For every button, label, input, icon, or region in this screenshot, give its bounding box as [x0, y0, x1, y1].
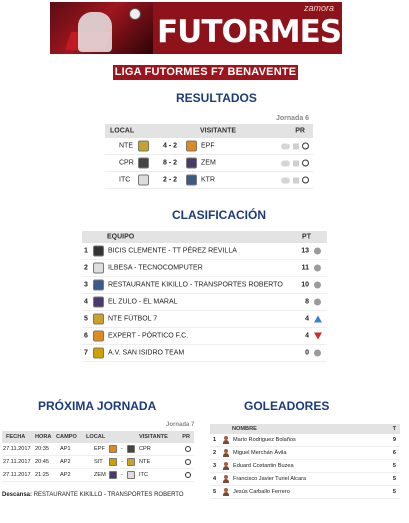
col-pr: PR [295, 127, 305, 135]
scorer-goals: 5 [392, 489, 396, 495]
player-avatar-icon [223, 436, 229, 444]
team-crest-icon [93, 280, 104, 291]
scorer-goals: 6 [392, 450, 396, 456]
result-row[interactable] [105, 172, 313, 189]
score: 8 - 2 [163, 159, 178, 167]
next-round-header [2, 431, 194, 443]
position: 7 [84, 349, 88, 357]
away-team[interactable]: ZEM [201, 159, 216, 167]
score: 4 - 2 [163, 142, 178, 150]
separator: - [121, 459, 123, 465]
points: 13 [301, 247, 309, 255]
logo-region: zamora [303, 3, 334, 13]
home-crest-icon [109, 471, 117, 479]
trend-same-icon [314, 248, 321, 255]
scorer-name[interactable]: Miguel Merchán Ávila [233, 450, 287, 456]
scorer-row[interactable] [210, 434, 400, 447]
scorer-position: 5 [213, 489, 217, 495]
league-title: LIGA FUTORMES F7 BENAVENTE [114, 66, 297, 78]
fixture-date: 27.11.2017 [3, 446, 31, 452]
separator: - [121, 446, 123, 452]
position: 2 [84, 264, 88, 272]
scorer-row[interactable] [210, 473, 400, 486]
col-pr: PR [182, 434, 190, 440]
fixture-time: 20:35 [35, 446, 49, 452]
comment-icon[interactable] [281, 143, 290, 149]
team-name[interactable]: A.V. SAN ISIDRO TEAM [108, 349, 185, 357]
col-visitante: VISITANTE [200, 127, 237, 135]
away-team[interactable]: EPF [201, 142, 215, 150]
col-pt: PT [302, 233, 311, 241]
position: 4 [84, 298, 88, 306]
team-name[interactable]: EL ZULO - EL MARAL [108, 298, 178, 306]
away-crest-icon [186, 175, 197, 186]
position: 1 [84, 247, 88, 255]
col-local: LOCAL [86, 434, 106, 440]
away-crest-icon [127, 458, 135, 466]
trend-same-icon [314, 299, 321, 306]
points: 4 [305, 332, 309, 340]
trend-down-icon [314, 333, 322, 340]
home-team[interactable]: CPR [119, 159, 134, 167]
score: 2 - 2 [163, 176, 178, 184]
results-jornada: Jornada 6 [276, 115, 310, 122]
col-visitante: VISITANTE [139, 434, 168, 440]
points: 10 [301, 281, 309, 289]
team-crest-icon [93, 297, 104, 308]
col-nombre: NOMBRE [232, 426, 257, 432]
away-crest-icon [127, 471, 135, 479]
next-round-jornada: Jornada 7 [166, 422, 195, 428]
col-t: T [392, 426, 396, 432]
team-name[interactable]: RESTAURANTE KIKILLO - TRANSPORTES ROBERTO [108, 281, 283, 289]
col-hora: HORA [35, 434, 52, 440]
site-logo[interactable] [153, 2, 342, 54]
next-round-title: PRÓXIMA JORNADA [38, 399, 157, 413]
home-crest-icon [138, 175, 149, 186]
col-campo: CAMPO [56, 434, 77, 440]
soccer-ball-icon[interactable] [185, 472, 191, 478]
away-team[interactable]: KTR [201, 176, 215, 184]
scorer-goals: 5 [392, 476, 396, 482]
team-crest-icon [93, 246, 104, 257]
classification-row[interactable] [82, 260, 327, 277]
fixture-time: 20:45 [35, 459, 49, 465]
scorer-row[interactable] [210, 447, 400, 460]
fixture-row[interactable] [2, 456, 194, 469]
fixture-date: 27.11.2017 [3, 459, 31, 465]
home-crest-icon [138, 158, 149, 169]
team-crest-icon [93, 263, 104, 274]
classification-title: CLASIFICACIÓN [172, 208, 266, 222]
position: 6 [84, 332, 88, 340]
trend-up-icon [314, 316, 322, 323]
team-name[interactable]: ILBESA - TECNOCOMPUTER [108, 264, 203, 272]
rest-team-line [2, 492, 184, 498]
scorer-goals: 5 [392, 463, 396, 469]
scorers-title: GOLEADORES [244, 399, 330, 413]
classification-row[interactable] [82, 328, 327, 345]
away-crest-icon [186, 141, 197, 152]
logo-text: FUTORMES [157, 14, 342, 50]
classification-row[interactable] [82, 243, 327, 260]
rest-team[interactable]: RESTAURANTE KIKILLO - TRANSPORTES ROBERTO [33, 492, 184, 498]
team-crest-icon [93, 331, 104, 342]
team-name[interactable]: NTE FÚTBOL 7 [108, 315, 158, 323]
classification-row[interactable] [82, 294, 327, 311]
fixture-time: 21:25 [35, 472, 49, 478]
col-local: LOCAL [110, 127, 135, 135]
result-row[interactable] [105, 138, 313, 155]
next-round-table [2, 431, 194, 482]
col-equipo: EQUIPO [107, 233, 135, 241]
scorer-position: 2 [213, 450, 217, 456]
player-shape [78, 12, 112, 52]
player-avatar-icon [223, 462, 229, 470]
match-actions [281, 177, 309, 184]
scorer-row[interactable] [210, 460, 400, 473]
fixture-field: AP1 [60, 446, 71, 452]
home-crest-icon [138, 141, 149, 152]
header-banner [50, 2, 342, 54]
scorers-table [210, 424, 400, 499]
classification-header [82, 231, 327, 243]
trend-same-icon [314, 282, 321, 289]
comment-icon[interactable] [281, 160, 290, 166]
classification-table [82, 231, 327, 362]
soccer-ball-icon[interactable] [185, 459, 191, 465]
player-avatar-icon [223, 449, 229, 457]
scorer-name[interactable]: Francisco Javier Turiel Alcara [233, 476, 307, 482]
team-crest-icon [93, 348, 104, 359]
home-crest-icon [109, 445, 117, 453]
away-team[interactable]: ITC [139, 472, 149, 478]
col-fecha: FECHA [6, 434, 26, 440]
scorer-position: 4 [213, 476, 217, 482]
fixture-field: AP2 [60, 459, 71, 465]
scorer-goals: 9 [392, 437, 396, 443]
rest-label: Descansa: [2, 492, 33, 498]
fixture-row[interactable] [2, 443, 194, 456]
player-avatar-icon [223, 475, 229, 483]
scorers-header [210, 424, 400, 434]
photo-icon[interactable] [293, 143, 299, 149]
points: 11 [301, 264, 309, 272]
comment-icon[interactable] [281, 177, 290, 183]
team-name[interactable]: EXPERT - PÓRTICO F.C. [108, 332, 189, 340]
match-actions [281, 143, 309, 150]
home-team[interactable]: NTE [119, 142, 133, 150]
trend-same-icon [314, 265, 321, 272]
player-avatar-icon [223, 488, 229, 496]
separator: - [121, 472, 123, 478]
position: 5 [84, 315, 88, 323]
results-table [105, 124, 313, 189]
soccer-ball-icon[interactable] [185, 446, 191, 452]
away-crest-icon [186, 158, 197, 169]
trend-same-icon [314, 350, 321, 357]
fixture-date: 27.11.2017 [3, 472, 31, 478]
away-crest-icon [127, 445, 135, 453]
home-team[interactable]: ITC [119, 176, 131, 184]
scorer-name[interactable]: Mario Rodriguez Bolaños [233, 437, 296, 443]
home-crest-icon [109, 458, 117, 466]
points: 8 [305, 298, 309, 306]
soccer-ball-icon[interactable] [302, 160, 309, 167]
home-team[interactable]: EPF [94, 446, 105, 452]
team-name[interactable]: BICIS CLEMENTE - TT PÉREZ REVILLA [108, 247, 237, 255]
home-team[interactable]: ZEM [94, 472, 106, 478]
scorer-name[interactable]: Jesús Carballo Ferrero [233, 489, 290, 495]
banner-photo [50, 2, 153, 54]
team-crest-icon [93, 314, 104, 325]
scorer-row[interactable] [210, 486, 400, 499]
photo-icon[interactable] [293, 177, 299, 183]
result-row[interactable] [105, 155, 313, 172]
soccer-ball-icon [129, 8, 141, 20]
scorer-name[interactable]: Eduard Costantin Buzea [233, 463, 294, 469]
home-team[interactable]: SIT [94, 459, 103, 465]
results-header [105, 124, 313, 138]
points: 4 [305, 315, 309, 323]
classification-row[interactable] [82, 311, 327, 328]
points: 0 [305, 349, 309, 357]
photo-icon[interactable] [293, 160, 299, 166]
position: 3 [84, 281, 88, 289]
results-title: RESULTADOS [176, 91, 257, 105]
soccer-ball-icon[interactable] [302, 143, 309, 150]
scorer-position: 3 [213, 463, 217, 469]
away-team[interactable]: NTE [139, 459, 151, 465]
scorer-position: 1 [213, 437, 217, 443]
fixture-row[interactable] [2, 469, 194, 482]
classification-row[interactable] [82, 345, 327, 362]
fixture-field: AP2 [60, 472, 71, 478]
soccer-ball-icon[interactable] [302, 177, 309, 184]
classification-row[interactable] [82, 277, 327, 294]
match-actions [281, 160, 309, 167]
away-team[interactable]: CPR [139, 446, 151, 452]
